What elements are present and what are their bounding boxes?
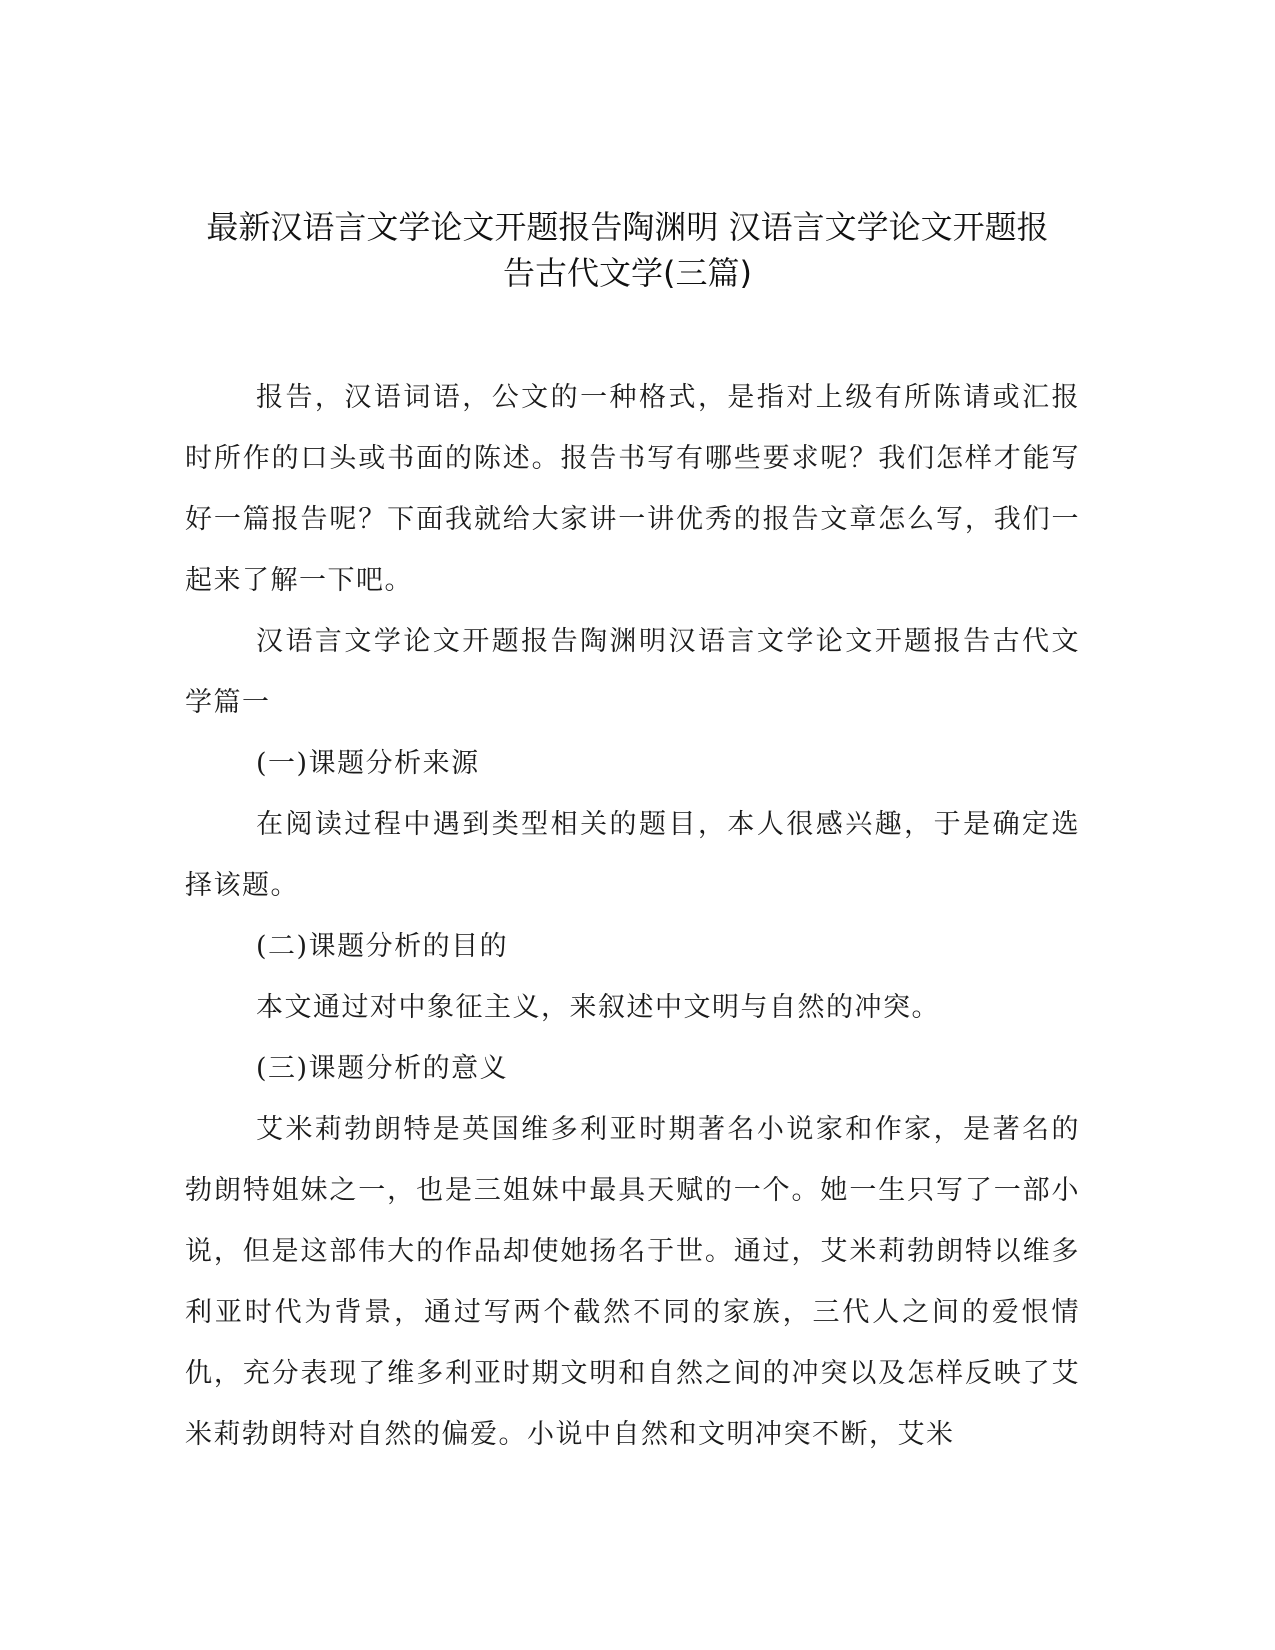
subheading-topic-purpose: (二)课题分析的目的	[256, 931, 509, 962]
document-body	[185, 367, 1080, 1465]
paragraph-topic-significance: 艾米莉勃朗特是英国维多利亚时期著名小说家和作家，是著名的勃朗特姐妹之一，也是三姐妹中最具天赋的一个。她一生只写了一部小说，但是这部伟大的作品却使她扬名于世。通过，艾米莉勃朗特以维多利亚时代为背景，通过写两个截然不同的家族，三代人之间的爱恨情仇，充分表现了维多利亚时期文明和自然之间的冲突以及怎样反映了艾米莉勃朗特对自然的偏爱。小说中自然和文明冲突不断，艾米	[185, 1114, 1080, 1450]
title-line-1: 最新汉语言文学论文开题报告陶渊明 汉语言文学论文开题报	[206, 208, 1049, 246]
intro-paragraph: 报告，汉语词语，公文的一种格式，是指对上级有所陈请或汇报时所作的口头或书面的陈述。报告书写有哪些要求呢？我们怎样才能写好一篇报告呢？下面我就给大家讲一讲优秀的报告文章怎么写，我们一起来了解一下吧。	[185, 382, 1080, 596]
subheading-topic-source: (一)课题分析来源	[256, 748, 480, 779]
subheading-topic-significance: (三)课题分析的意义	[256, 1053, 509, 1084]
paragraph-topic-purpose: 本文通过对中象征主义，来叙述中文明与自然的冲突。	[256, 992, 940, 1023]
paragraph-topic-source: 在阅读过程中遇到类型相关的题目，本人很感兴趣，于是确定选择该题。	[185, 809, 1080, 901]
title-line-2: 告古代文学(三篇)	[503, 254, 752, 292]
document-title	[180, 204, 1075, 296]
section-heading-part-one: 汉语言文学论文开题报告陶渊明汉语言文学论文开题报告古代文学篇一	[185, 626, 1080, 718]
